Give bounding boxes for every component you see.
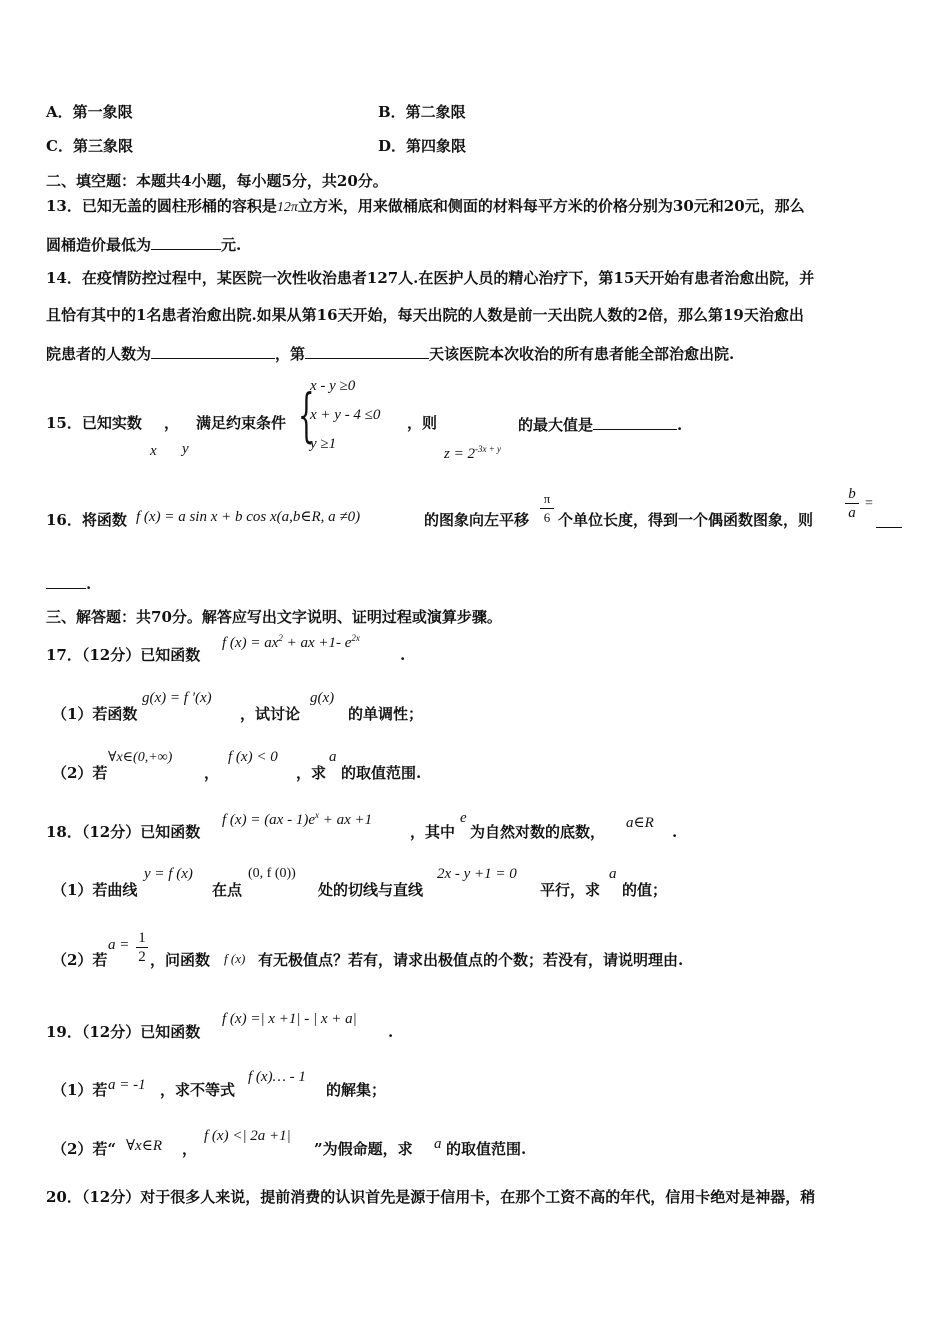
q18-f: f (x) = (ax - 1)e [222,812,315,828]
option-c: C．第三象限 [46,137,133,155]
q17-f-sup: 2 [278,633,283,643]
q18-part-1-e: 的值； [622,881,668,899]
q19-part-2-a: （2）若“ [52,1140,117,1158]
q14-text-c: 天该医院本次收治的所有患者能全部治愈出院. [429,345,735,363]
q19-text-a: 19．（12分）已知函数 [46,1023,201,1041]
q17-part-2-forall: ∀x∈(0,+∞) [108,750,173,765]
option-b: B．第二象限 [378,103,466,121]
q14-text-b: ，第 [275,345,306,363]
q16-fraction-b-a [845,485,859,522]
q16-text-a: 16．将函数 [46,511,127,529]
q14-line-1: 14．在疫情防控过程中，某医院一次性收治患者127人.在医护人员的精心治疗下，第15天开始有患者治愈出院，并 [46,269,815,287]
q18-function [222,810,372,829]
q17-part-2-b: ， [204,764,220,782]
q15-text-d: ，则 [407,414,438,432]
q14-blank-2 [305,342,429,359]
q16-equals: = [865,496,873,511]
q18-part-1-d: 平行，求 [540,881,601,899]
q19-part-1-a-val: a = -1 [108,1077,146,1093]
q15-left-brace: { [298,381,315,449]
q18-part-2-den: 2 [138,949,146,965]
q15-constraint-3: y ≥1 [310,436,337,452]
q18-part-1-b: 在点 [212,881,243,899]
q19-part-2-c: ”为假命题，求 [314,1140,413,1158]
q16-line-2 [46,572,91,594]
q15-var-x: x [150,443,157,459]
q15-z-expr [444,444,501,463]
q16-b: b [845,485,859,504]
q15-text-f: . [677,416,683,434]
q15-z: z = 2 [444,446,475,462]
q17-function [222,633,360,652]
q16-six: 6 [543,510,551,525]
q16-fraction-pi-6 [540,490,554,527]
q15-constraint-2: x + y - 4 ≤0 [310,407,381,423]
q17-part-1-c: 的单调性； [348,705,424,723]
q17-part-1-g: g(x) = f ′(x) [142,690,212,706]
q17-f2-sup: 2x [351,633,360,643]
q19-part-2-ineq: f (x) <| 2a +1| [204,1128,291,1144]
q13-line-2 [46,233,241,255]
q16-blank-2 [46,572,86,589]
q19-part-1-a: （1）若 [52,1081,108,1099]
q19-part-2-a-var: a [434,1136,442,1152]
q17-part-1-b: ，试讨论 [240,705,301,723]
q15-text-c: 满足约束条件 [196,414,287,432]
q19-part-1-c: 的解集； [326,1081,387,1099]
q18-part-1-line: 2x - y +1 = 0 [437,866,517,882]
q18-part-2-f: f (x) [224,951,246,966]
q15-var-y: y [182,441,189,457]
q19-part-2-b: ， [182,1140,198,1158]
q13-text-a: 13．已知无盖的圆柱形桶的容积是 [46,197,277,215]
q13-text-c: 圆桶造价最低为 [46,236,152,254]
q15-z-exponent: -3x + y [474,444,502,454]
q18-part-1-a: （1）若曲线 [52,881,138,899]
q17-end: . [400,646,406,664]
q18-f-sup: x [315,810,319,820]
q17-f2: + ax +1- e [282,635,352,651]
q15-constraint-1: x - y ≥0 [310,378,356,394]
q16-text-b: 的图象向左平移 [424,511,530,529]
q20-line-1: 20．（12分）对于很多人来说，提前消费的认识首先是源于信用卡，在那个工资不高的年代，信用卡绝对是神器，稍 [46,1188,816,1206]
q13-line-1 [46,196,805,218]
q15-text-a: 15．已知实数 [46,414,142,432]
option-a: A．第一象限 [46,103,133,121]
q18-end: . [672,823,678,841]
q17-text-a: 17．（12分）已知函数 [46,646,201,664]
q16-end: . [86,575,92,593]
q17-part-2-a: （2）若 [52,764,108,782]
q16-a: a [848,505,856,521]
q18-text-a: 18．（12分）已知函数 [46,823,201,841]
q19-part-1-ineq: f (x)… - 1 [248,1069,306,1085]
q14-text-a: 院患者的人数为 [46,345,152,363]
q17-part-2-c: ，求 [296,764,327,782]
q17-part-1-g2: g(x) [310,690,335,706]
q17-f: f (x) = ax [222,635,279,651]
q18-f2: + ax +1 [319,812,373,828]
q18-text-c: 为自然对数的底数， [470,823,606,841]
q19-part-1-b: ，求不等式 [160,1081,236,1099]
q19-end: . [388,1023,394,1041]
q15-text-e-label: 的最大值是 [518,416,594,434]
q16-blank-1 [876,511,902,528]
q18-part-2-c: 有无极值点？若有，请求出极值点的个数；若没有，请说明理由. [258,951,684,969]
q17-part-2-d: 的取值范围. [341,764,422,782]
q18-e: e [460,810,467,826]
q18-part-2-num: 1 [136,929,148,948]
q17-part-2-a-var: a [329,749,337,765]
q18-part-1-a-var: a [609,866,617,882]
q17-part-1-a: （1）若函数 [52,705,138,723]
q13-blank [151,233,221,250]
q15-blank [593,413,677,430]
q17-part-2-f: f (x) < 0 [228,749,278,765]
q18-part-2-half [136,929,148,966]
q18-a-in-R: a∈R [626,815,654,831]
q14-line-3 [46,342,734,364]
q18-text-b: ，其中 [410,823,456,841]
q13-text-d: 元. [221,236,242,254]
section-2-heading: 二、填空题：本题共4小题，每小题5分，共20分。 [46,172,388,190]
q19-function: f (x) =| x +1| - | x + a| [222,1011,357,1027]
q15-text-b: ， [164,414,180,432]
q18-part-1-c: 处的切线与直线 [318,881,424,899]
q18-part-2-b: ，问函数 [150,951,211,969]
q19-part-2-forall: ∀x∈R [126,1138,162,1154]
q18-part-1-point: (0, f (0)) [248,866,296,881]
q16-function: f (x) = a sin x + b cos x(a,b∈R, a ≠0) [136,509,361,525]
q14-line-2: 且恰有其中的1名患者治愈出院.如果从第16天开始，每天出院的人数是前一天出院人数的2倍，那么第19天治愈出 [46,306,804,324]
q14-blank-1 [151,342,275,359]
q18-part-1-curve: y = f (x) [144,866,193,882]
q19-part-2-d: 的取值范围. [446,1140,527,1158]
q13-text-b: 立方米，用来做桶底和侧面的材料每平方米的价格分别为30元和20元，那么 [297,197,805,215]
q18-part-2-a: （2）若 [52,951,108,969]
section-3-heading: 三、解答题：共70分。解答应写出文字说明、证明过程或演算步骤。 [46,608,502,626]
option-d: D．第四象限 [378,137,467,155]
q13-volume: 12π [276,200,298,215]
q15-text-e [518,413,682,435]
q16-text-c: 个单位长度，得到一个偶函数图象，则 [558,511,814,529]
q16-pi: π [540,490,554,509]
q18-part-2-a-eq: a = [108,937,130,953]
